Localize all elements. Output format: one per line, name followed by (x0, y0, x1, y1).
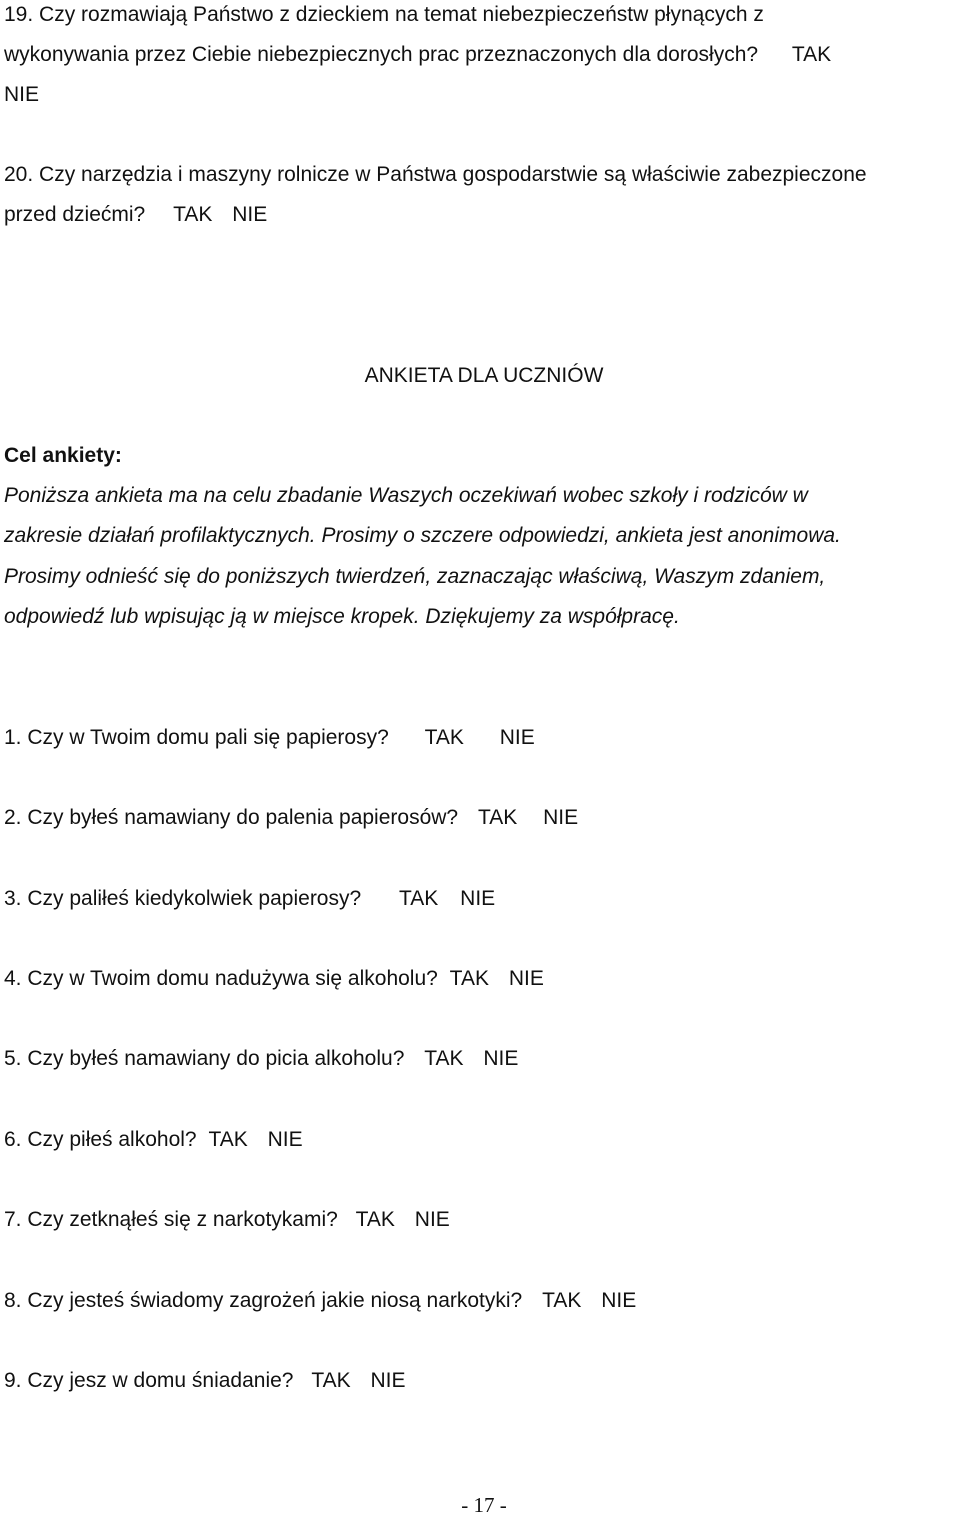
question-row (4, 888, 495, 909)
question-20-line1: 20. Czy narzędzia i maszyny rolnicze w Państwa gospodarstwie są właściwie zabezpieczone (4, 163, 867, 186)
purpose-line-1: Poniższa ankieta ma na celu zbadanie Waszych oczekiwań wobec szkoły i rodziców w (4, 484, 808, 507)
answer-no[interactable]: NIE (370, 1369, 406, 1392)
question-row (4, 1370, 405, 1391)
question-row (4, 727, 535, 748)
answer-no[interactable]: NIE (460, 887, 496, 910)
question-19-line1: 19. Czy rozmawiają Państwo z dzieckiem na temat niebezpieczeństw płynących z (4, 3, 764, 26)
answer-yes[interactable]: TAK (424, 726, 464, 749)
question-row (4, 1290, 636, 1311)
question-text: 1. Czy w Twoim domu pali się papierosy? (4, 726, 389, 749)
question-19-line2 (4, 44, 831, 65)
question-20-line2 (4, 204, 267, 225)
question-row (4, 1209, 450, 1230)
question-20-no[interactable]: NIE (232, 203, 268, 226)
answer-yes[interactable]: TAK (208, 1128, 248, 1151)
question-row (4, 1048, 518, 1069)
question-20-text: przed dziećmi? (4, 203, 146, 226)
question-20-yes[interactable]: TAK (173, 203, 213, 226)
answer-no[interactable]: NIE (499, 726, 535, 749)
question-text: 9. Czy jesz w domu śniadanie? (4, 1369, 294, 1392)
survey-title: ANKIETA DLA UCZNIÓW (364, 364, 604, 387)
question-text: 4. Czy w Twoim domu nadużywa się alkoholu? (4, 967, 438, 990)
question-text: 2. Czy byłeś namawiany do palenia papierosów? (4, 806, 459, 829)
question-row (4, 807, 578, 828)
question-19-yes[interactable]: TAK (791, 43, 832, 66)
answer-no[interactable]: NIE (414, 1208, 450, 1231)
answer-no[interactable]: NIE (508, 967, 544, 990)
answer-yes[interactable]: TAK (355, 1208, 395, 1231)
question-text: 5. Czy byłeś namawiany do picia alkoholu? (4, 1047, 405, 1070)
purpose-line-4: odpowiedź lub wpisując ją w miejsce kropek. Dziękujemy za współpracę. (4, 605, 680, 628)
question-text: 3. Czy paliłeś kiedykolwiek papierosy? (4, 887, 362, 910)
answer-yes[interactable]: TAK (424, 1047, 464, 1070)
question-row (4, 1129, 303, 1150)
answer-yes[interactable]: TAK (311, 1369, 351, 1392)
answer-no[interactable]: NIE (601, 1289, 637, 1312)
answer-yes[interactable]: TAK (542, 1289, 582, 1312)
purpose-label: Cel ankiety: (4, 444, 122, 467)
question-text: 7. Czy zetknąłeś się z narkotykami? (4, 1208, 338, 1231)
answer-no[interactable]: NIE (483, 1047, 519, 1070)
question-text: 6. Czy piłeś alkohol? (4, 1128, 197, 1151)
answer-yes[interactable]: TAK (449, 967, 489, 990)
question-19-no[interactable]: NIE (4, 83, 40, 106)
page-number: - 17 - (461, 1493, 507, 1517)
answer-yes[interactable]: TAK (477, 806, 518, 829)
question-19-text: wykonywania przez Ciebie niebezpiecznych prac przeznaczonych dla dorosłych? (4, 43, 759, 66)
question-row (4, 968, 544, 989)
purpose-line-3: Prosimy odnieść się do poniższych twierdzeń, zaznaczając właściwą, Waszym zdaniem, (4, 565, 826, 588)
purpose-line-2: zakresie działań profilaktycznych. Prosimy o szczere odpowiedzi, ankieta jest anonimowa. (4, 524, 841, 547)
answer-no[interactable]: NIE (267, 1128, 303, 1151)
answer-yes[interactable]: TAK (399, 887, 439, 910)
question-text: 8. Czy jesteś świadomy zagrożeń jakie niosą narkotyki? (4, 1289, 523, 1312)
answer-no[interactable]: NIE (543, 806, 579, 829)
